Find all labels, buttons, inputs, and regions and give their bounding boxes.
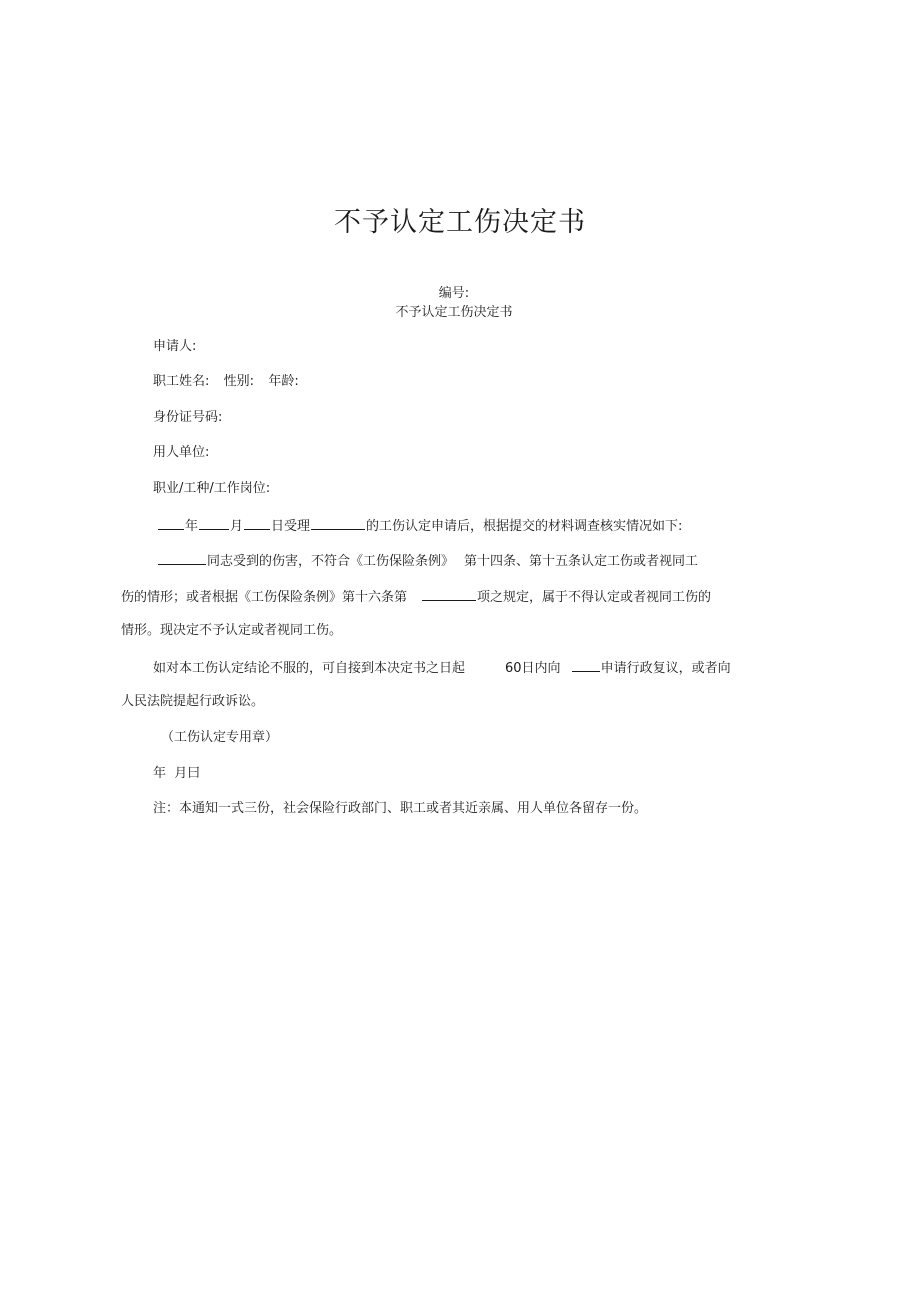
appeal-text-b: 60日内向 [505, 661, 561, 676]
employer-field [153, 444, 209, 462]
paragraph-finding-line2 [121, 587, 711, 607]
day-blank [244, 516, 270, 530]
paragraph-finding-line3 [121, 622, 342, 640]
day-received-text: 日受理 [271, 519, 311, 534]
finding-text-e: 情形。现决定不予认定或者视同工伤。 [121, 623, 343, 638]
comrade-blank [158, 551, 206, 565]
worker-name-label: 职工姓名: [153, 374, 210, 389]
applicant-field [153, 338, 196, 356]
occupation-field [153, 480, 270, 498]
occupation-label: 职业/工种/工作岗位: [153, 481, 271, 496]
document-subtitle: 不予认定工伤决定书 [395, 305, 513, 320]
applicant-label: 申请人: [153, 339, 197, 354]
age-label: 年龄: [268, 374, 299, 389]
finding-text-d: 项之规定，属于不得认定或者视同工伤的 [477, 590, 712, 605]
paragraph-appeal-line1 [153, 658, 731, 678]
month-blank [199, 516, 229, 530]
month-text: 月 [230, 519, 244, 534]
appeal-text-d: 人民法院提起行政诉讼。 [121, 694, 265, 709]
finding-text-a: 同志受到的伤害，不符合《工伤保险条例》 [207, 554, 455, 569]
seal-label: （工伤认定专用章） [161, 730, 279, 745]
paragraph-acceptance [157, 516, 682, 536]
finding-text-b: 第十四条、第十五条认定工伤或者视同工 [464, 554, 699, 569]
year-text: 年 [185, 519, 199, 534]
gender-label: 性别: [223, 374, 255, 389]
paragraph-finding-line1 [157, 551, 698, 571]
id-number-label: 身份证号码: [153, 410, 223, 425]
item-blank [422, 587, 476, 601]
finding-text-c: 伤的情形；或者根据《工伤保险条例》第十六条第 [121, 590, 408, 605]
authority-blank [572, 658, 600, 672]
id-number-field [153, 409, 222, 427]
serial-number-label: 编号: [438, 286, 470, 301]
appeal-text-a: 如对本工伤认定结论不服的，可自接到本决定书之日起 [153, 661, 466, 676]
year-blank [158, 516, 184, 530]
worker-info-row [153, 373, 299, 391]
appeal-text-c: 申请行政复议，或者向 [600, 661, 731, 676]
document-title: 不予认定工伤决定书 [334, 207, 586, 238]
paragraph-appeal-line2 [121, 693, 264, 711]
date-label: 年 月曰 [153, 766, 201, 781]
employer-label: 用人单位: [153, 445, 210, 460]
acceptance-rest-text: 的工伤认定申请后，根据提交的材料调查核实情况如下: [366, 519, 683, 534]
applicant-blank [311, 516, 365, 530]
note-text: 注：本通知一式三份，社会保险行政部门、职工或者其近亲属、用人单位各留存一份。 [153, 801, 648, 816]
